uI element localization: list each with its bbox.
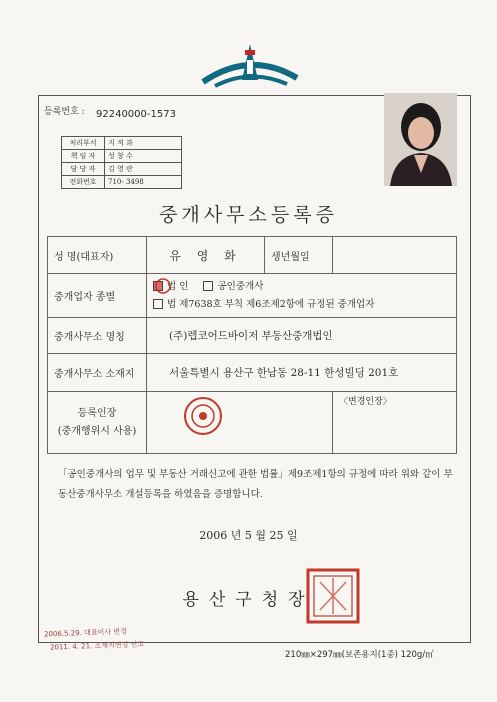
handwritten-note: 2006.5.29. 대표이사 변경 <box>43 627 127 639</box>
portrait-photo <box>384 93 457 186</box>
table-row <box>48 318 457 354</box>
issue-date: 2006 년 5 월 25 일 <box>199 529 298 542</box>
staff-row <box>62 163 182 176</box>
paper-spec: 210㎜×297㎜(보존용지(1종) 120g/㎡ <box>285 650 434 660</box>
staff-value: 지 적 과 <box>105 137 182 150</box>
type-option-corporation: 법 인 <box>167 280 189 292</box>
birth-value <box>333 237 457 274</box>
statement-paragraph: 「공인중개사의 업무 및 부동산 거래신고에 관한 법률」제9조제1항의 규정에 따라 위와 같이 부동산중개사무소 개설등록을 하였음을 증명합니다. <box>58 469 453 500</box>
type-label: 중개업자 종별 <box>48 274 147 318</box>
official-square-seal <box>306 568 360 624</box>
reg-no-label: 등록번호 : <box>44 107 85 117</box>
table-row <box>48 237 457 274</box>
table-row <box>48 354 457 392</box>
table-row <box>48 274 457 318</box>
staff-label: 전화번호 <box>62 176 105 189</box>
checkbox-other <box>153 299 163 309</box>
seal-label-note: (중개행위시 사용) <box>57 425 137 437</box>
office-label: 중개사무소 명칭 <box>48 318 147 354</box>
staff-value: 710- 3498 <box>105 176 182 189</box>
address-value: 서울특별시 용산구 한남동 28-11 한성빌딩 201호 <box>169 367 399 379</box>
address-change-note: 〈변경인장〉 <box>333 392 457 454</box>
table-row <box>48 392 457 454</box>
registration-seal <box>183 396 223 436</box>
office-value: (주)렙코어드바이저 부동산중개법인 <box>147 318 457 354</box>
document-title: 중개사무소등록증 <box>159 204 338 226</box>
type-options <box>147 274 457 318</box>
seal-cell <box>147 392 333 454</box>
seal-label: 등록인장 <box>77 407 117 419</box>
checkbox-seal-mark <box>155 278 171 294</box>
issuer-name: 용산구청장 <box>182 590 315 610</box>
name-value: 유 영 화 <box>147 237 265 274</box>
checkbox-broker <box>203 281 213 291</box>
reg-no-value: 92240000-1573 <box>96 109 176 120</box>
staff-value: 성 창 수 <box>105 150 182 163</box>
staff-table <box>61 136 182 189</box>
staff-row <box>62 137 182 150</box>
name-label: 성 명(대표자) <box>48 237 147 274</box>
staff-row <box>62 176 182 189</box>
staff-value: 김 영 란 <box>105 163 182 176</box>
staff-row <box>62 150 182 163</box>
birth-label: 생년월일 <box>265 237 333 274</box>
type-option-broker: 공인중개사 <box>217 280 264 292</box>
staff-label: 처리부서 <box>62 137 105 150</box>
type-option-other: 법 제7638호 부칙 제6조제2항에 규정된 중개업자 <box>167 298 375 310</box>
emblem-logo <box>195 40 305 95</box>
handwritten-note: 2011. 4. 21. 소재지변경 신고 <box>49 640 145 652</box>
staff-label: 책 임 자 <box>62 150 105 163</box>
address-label: 중개사무소 소재지 <box>48 354 147 392</box>
staff-label: 담 당 자 <box>62 163 105 176</box>
address-cell <box>147 354 457 392</box>
registration-table <box>47 236 457 454</box>
seal-label-cell <box>48 392 147 454</box>
